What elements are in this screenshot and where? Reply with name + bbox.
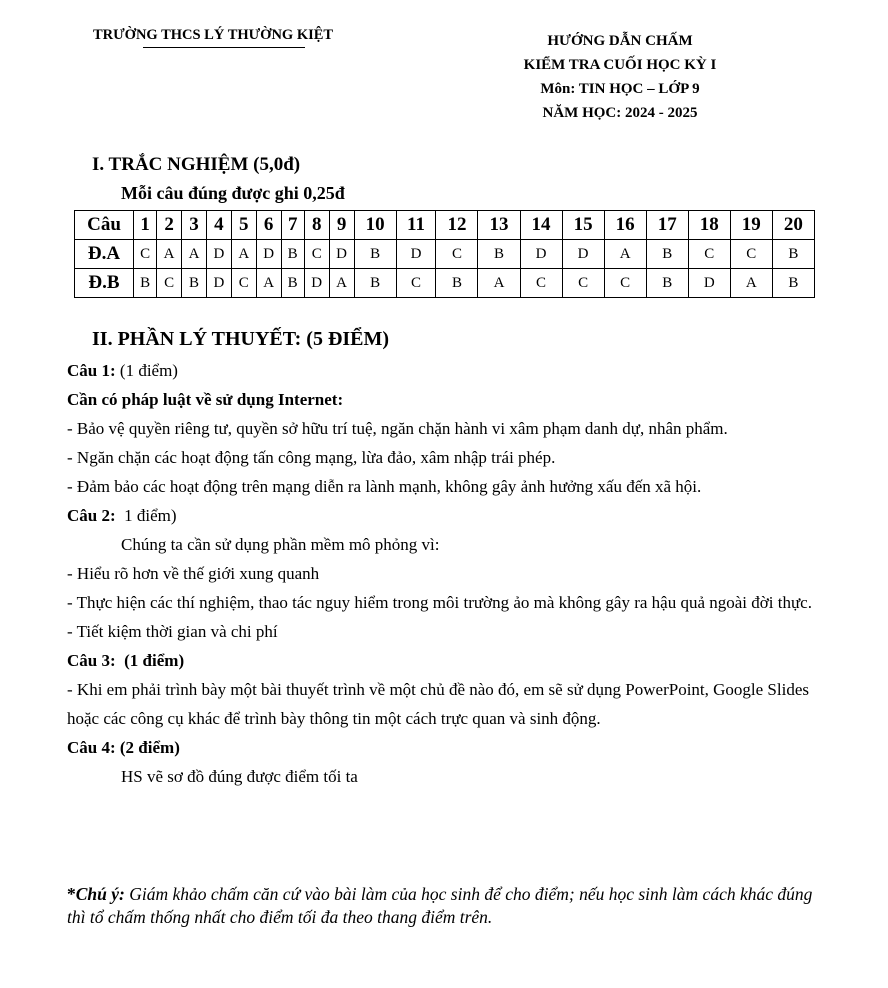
q1-heading: Cần có pháp luật về sử dụng Internet: [67, 390, 344, 409]
grading-note [67, 883, 827, 929]
answer-cell: A [231, 240, 256, 269]
answer-cell: D [688, 269, 730, 298]
note-label: Chú ý: [75, 884, 125, 904]
question-number: 5 [231, 211, 256, 240]
answer-cell: B [134, 269, 157, 298]
answer-cell: B [646, 240, 688, 269]
answer-cell: B [646, 269, 688, 298]
question-number: 18 [688, 211, 730, 240]
question-number: 3 [182, 211, 207, 240]
answer-cell: B [478, 240, 520, 269]
question-number: 8 [304, 211, 329, 240]
question-number: 9 [329, 211, 354, 240]
question-number: 7 [281, 211, 304, 240]
answer-cell: A [604, 240, 646, 269]
answer-cell: D [304, 269, 329, 298]
doc-title-line-3: Môn: TIN HỌC – LỚP 9 [540, 81, 700, 97]
answer-cell: C [304, 240, 329, 269]
answer-table [74, 210, 815, 298]
answer-cell: B [281, 269, 304, 298]
question-number: 14 [520, 211, 562, 240]
q3-label: Câu 3: (1 điểm) [67, 651, 185, 670]
q2-points: 1 điểm) [115, 506, 177, 525]
table-row [75, 269, 815, 298]
answer-key-label: Đ.A [75, 240, 134, 269]
answer-cell: A [730, 269, 772, 298]
q2-header [67, 501, 827, 530]
document-title-block [480, 29, 760, 125]
section1-title: I. TRẮC NGHIỆM (5,0đ) [92, 154, 301, 175]
doc-title-line-4: NĂM HỌC: 2024 - 2025 [542, 105, 698, 121]
school-name-text: TRƯỜNG THCS LÝ THƯỜNG KIỆT [93, 27, 334, 43]
answer-cell: C [157, 269, 182, 298]
answer-cell: B [772, 269, 814, 298]
question-number: 16 [604, 211, 646, 240]
answer-cell: B [436, 269, 478, 298]
doc-title-line-1: HƯỚNG DẪN CHẤM [547, 33, 693, 49]
answer-cell: B [354, 269, 396, 298]
answer-cell: A [256, 269, 281, 298]
q1-header [67, 356, 827, 385]
question-number: 10 [354, 211, 396, 240]
answer-cell: C [730, 240, 772, 269]
answer-cell: D [520, 240, 562, 269]
question-number: 2 [157, 211, 182, 240]
answer-cell: C [520, 269, 562, 298]
q2-label: Câu 2: [67, 506, 116, 525]
q4-line: HS vẽ sơ đồ đúng được điểm tối ta [121, 767, 358, 786]
q2-line-3: - Tiết kiệm thời gian và chi phí [67, 622, 278, 641]
answer-cell: C [688, 240, 730, 269]
q1-line-2: - Ngăn chặn các hoạt động tấn công mạng, lừa đảo, xâm nhập trái phép. [67, 448, 556, 467]
table-header-label: Câu [75, 211, 134, 240]
answer-cell: D [396, 240, 436, 269]
theory-answers [67, 356, 827, 791]
answer-cell: B [281, 240, 304, 269]
doc-title-line-2: KIỂM TRA CUỐI HỌC KỲ I [523, 57, 717, 73]
table-row [75, 240, 815, 269]
answer-cell: A [329, 269, 354, 298]
q2-intro: Chúng ta cần sử dụng phần mềm mô phỏng vì: [121, 535, 440, 554]
question-number: 6 [256, 211, 281, 240]
answer-cell: A [182, 240, 207, 269]
question-number: 15 [562, 211, 604, 240]
q1-line-3: - Đảm bảo các hoạt động trên mạng diễn ra lành mạnh, không gây ảnh hưởng xấu đến xã hội. [67, 477, 702, 496]
answer-cell: D [256, 240, 281, 269]
answer-key-label: Đ.B [75, 269, 134, 298]
q3-line-1: - Khi em phải trình bày một bài thuyết trình về một chủ đề nào đó, em sẽ sử dụng PowerPoint, Google Slides hoặc các công cụ khác để trình bày thông tin một cách trực quan và sinh động. [67, 680, 809, 728]
question-number: 1 [134, 211, 157, 240]
note-star: * [67, 884, 76, 904]
school-name [93, 27, 373, 44]
answer-cell: C [436, 240, 478, 269]
question-number: 4 [206, 211, 231, 240]
answer-cell: B [354, 240, 396, 269]
answer-cell: C [231, 269, 256, 298]
answer-cell: C [604, 269, 646, 298]
header-underline [143, 47, 305, 48]
answer-cell: C [134, 240, 157, 269]
question-number: 12 [436, 211, 478, 240]
question-number: 20 [772, 211, 814, 240]
answer-cell: C [562, 269, 604, 298]
question-number: 13 [478, 211, 520, 240]
note-text: Giám khảo chấm căn cứ vào bài làm của học sinh để cho điểm; nếu học sinh làm cách khác đúng thì tổ chấm thống nhất cho điểm tối đa theo thang điểm trên. [67, 884, 813, 927]
answer-cell: C [396, 269, 436, 298]
answer-cell: D [562, 240, 604, 269]
question-number: 19 [730, 211, 772, 240]
answer-cell: D [206, 269, 231, 298]
q1-points: (1 điểm) [115, 361, 178, 380]
question-number: 17 [646, 211, 688, 240]
q1-label: Câu 1: [67, 361, 116, 380]
answer-cell: B [182, 269, 207, 298]
answer-cell: A [478, 269, 520, 298]
answer-cell: D [329, 240, 354, 269]
answer-cell: D [206, 240, 231, 269]
q4-label: Câu 4: (2 điểm) [67, 738, 180, 757]
section2-title: II. PHẦN LÝ THUYẾT: (5 ĐIỂM) [92, 328, 390, 350]
answer-cell: A [157, 240, 182, 269]
q2-line-1: - Hiểu rõ hơn về thế giới xung quanh [67, 564, 320, 583]
question-number: 11 [396, 211, 436, 240]
q2-line-2: - Thực hiện các thí nghiệm, thao tác nguy hiểm trong môi trường ảo mà không gây ra hậu quả ngoài đời thực. [67, 593, 812, 612]
q1-line-1: - Bảo vệ quyền riêng tư, quyền sở hữu trí tuệ, ngăn chặn hành vi xâm phạm danh dự, nhân phẩm. [67, 419, 728, 438]
section1-subtitle: Mỗi câu đúng được ghi 0,25đ [121, 183, 345, 203]
answer-cell: B [772, 240, 814, 269]
table-header-row [75, 211, 815, 240]
